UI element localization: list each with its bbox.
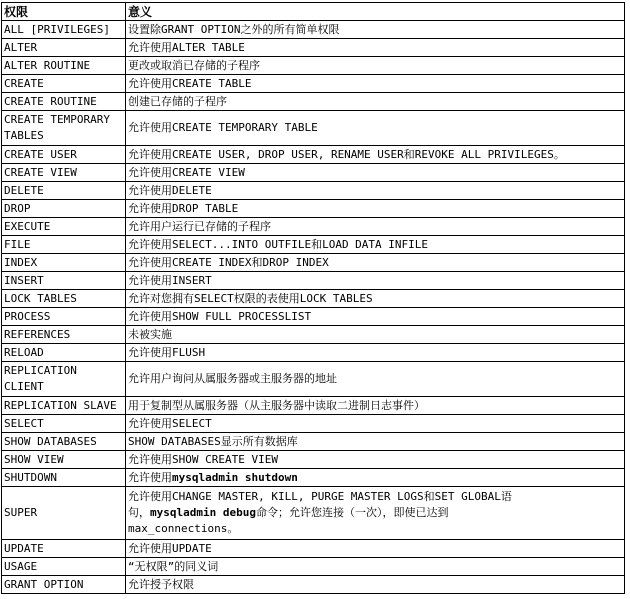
header-privilege: 权限 xyxy=(2,3,126,21)
privilege-name: REPLICATION SLAVE xyxy=(2,397,126,415)
table-row xyxy=(2,254,625,272)
table-row xyxy=(2,469,625,487)
table-row xyxy=(2,487,625,540)
table-row xyxy=(2,540,625,558)
table-row xyxy=(2,93,625,111)
privilege-name: DELETE xyxy=(2,182,126,200)
privilege-name: SHOW VIEW xyxy=(2,451,126,469)
privilege-meaning: 创建已存储的子程序 xyxy=(126,93,625,111)
privilege-name: LOCK TABLES xyxy=(2,290,126,308)
meaning-line-1: 允许使用CHANGE MASTER, KILL, PURGE MASTER LOGS和SET GLOBAL语 xyxy=(128,490,512,503)
privilege-meaning: 允许使用CREATE USER, DROP USER, RENAME USER和REVOKE ALL PRIVILEGES。 xyxy=(126,146,625,164)
privilege-meaning: 允许用户询问从属服务器或主服务器的地址 xyxy=(126,362,625,397)
privilege-meaning: 未被实施 xyxy=(126,326,625,344)
privileges-table xyxy=(1,2,625,594)
privilege-meaning: 允许使用ALTER TABLE xyxy=(126,39,625,57)
privilege-meaning: 允许使用FLUSH xyxy=(126,344,625,362)
privilege-meaning: 允许使用SELECT...INTO OUTFILE和LOAD DATA INFILE xyxy=(126,236,625,254)
privilege-name: EXECUTE xyxy=(2,218,126,236)
table-row xyxy=(2,397,625,415)
table-row xyxy=(2,272,625,290)
privilege-name: CREATE TEMPORARY TABLES xyxy=(2,111,126,146)
privilege-meaning: 允许使用DROP TABLE xyxy=(126,200,625,218)
table-row xyxy=(2,200,625,218)
meaning-line-3: max_connections。 xyxy=(128,522,239,535)
table-row xyxy=(2,236,625,254)
table-row xyxy=(2,111,625,146)
privilege-name: ALL [PRIVILEGES] xyxy=(2,21,126,39)
table-row xyxy=(2,21,625,39)
privilege-meaning: 允许使用UPDATE xyxy=(126,540,625,558)
privilege-name: FILE xyxy=(2,236,126,254)
privilege-meaning: 允许使用SHOW FULL PROCESSLIST xyxy=(126,308,625,326)
privilege-name: REPLICATION CLIENT xyxy=(2,362,126,397)
table-row xyxy=(2,164,625,182)
table-row xyxy=(2,57,625,75)
privilege-name: SUPER xyxy=(2,487,126,540)
meaning-prefix: 允许使用 xyxy=(128,470,172,484)
meaning-command: mysqladmin shutdown xyxy=(172,470,298,484)
privilege-name: SELECT xyxy=(2,415,126,433)
table-row xyxy=(2,344,625,362)
privilege-meaning: 用于复制型从属服务器（从主服务器中读取二进制日志事件） xyxy=(126,397,625,415)
privilege-meaning: “无权限”的同义词 xyxy=(126,558,625,576)
privilege-name: ALTER xyxy=(2,39,126,57)
meaning-line-2-suffix: 命令；允许您连接（一次），即使已达到 xyxy=(255,506,449,519)
privilege-name: USAGE xyxy=(2,558,126,576)
table-row xyxy=(2,308,625,326)
privilege-meaning: SHOW DATABASES显示所有数据库 xyxy=(126,433,625,451)
privilege-name: INSERT xyxy=(2,272,126,290)
privilege-name: DROP xyxy=(2,200,126,218)
table-row xyxy=(2,218,625,236)
table-row xyxy=(2,558,625,576)
privilege-name: SHUTDOWN xyxy=(2,469,126,487)
privilege-name: RELOAD xyxy=(2,344,126,362)
privilege-meaning: 更改或取消已存储的子程序 xyxy=(126,57,625,75)
privilege-meaning: 允许使用INSERT xyxy=(126,272,625,290)
table-row xyxy=(2,39,625,57)
privilege-name: CREATE ROUTINE xyxy=(2,93,126,111)
privilege-meaning: 允许使用CREATE VIEW xyxy=(126,164,625,182)
privilege-meaning: 允许使用SELECT xyxy=(126,415,625,433)
privilege-meaning: 允许使用CREATE INDEX和DROP INDEX xyxy=(126,254,625,272)
table-row xyxy=(2,290,625,308)
privilege-meaning: 允许使用CREATE TABLE xyxy=(126,75,625,93)
privilege-meaning: 允许使用CREATE TEMPORARY TABLE xyxy=(126,111,625,146)
privilege-name: GRANT OPTION xyxy=(2,576,126,594)
privilege-meaning: 允许使用SHOW CREATE VIEW xyxy=(126,451,625,469)
privilege-name: UPDATE xyxy=(2,540,126,558)
table-row xyxy=(2,75,625,93)
privilege-name: CREATE xyxy=(2,75,126,93)
privilege-meaning xyxy=(126,469,625,487)
privilege-meaning: 允许对您拥有SELECT权限的表使用LOCK TABLES xyxy=(126,290,625,308)
table-row xyxy=(2,362,625,397)
table-row xyxy=(2,146,625,164)
table-row xyxy=(2,326,625,344)
privilege-name: CREATE USER xyxy=(2,146,126,164)
meaning-command: mysqladmin debug xyxy=(150,506,256,519)
privilege-meaning: 设置除GRANT OPTION之外的所有简单权限 xyxy=(126,21,625,39)
meaning-line-2-prefix: 句， xyxy=(128,506,150,519)
privileges-table-container xyxy=(1,2,624,594)
table-row xyxy=(2,415,625,433)
privilege-name: SHOW DATABASES xyxy=(2,433,126,451)
table-row xyxy=(2,182,625,200)
privilege-name: ALTER ROUTINE xyxy=(2,57,126,75)
privilege-name: REFERENCES xyxy=(2,326,126,344)
privilege-name: CREATE VIEW xyxy=(2,164,126,182)
privilege-meaning: 允许授予权限 xyxy=(126,576,625,594)
table-row xyxy=(2,576,625,594)
privilege-name: INDEX xyxy=(2,254,126,272)
privilege-meaning: 允许使用DELETE xyxy=(126,182,625,200)
privilege-meaning: 允许用户运行已存储的子程序 xyxy=(126,218,625,236)
table-row xyxy=(2,451,625,469)
table-row xyxy=(2,433,625,451)
privilege-meaning xyxy=(126,487,625,540)
header-meaning: 意义 xyxy=(126,3,625,21)
privilege-name: PROCESS xyxy=(2,308,126,326)
table-header-row xyxy=(2,3,625,21)
